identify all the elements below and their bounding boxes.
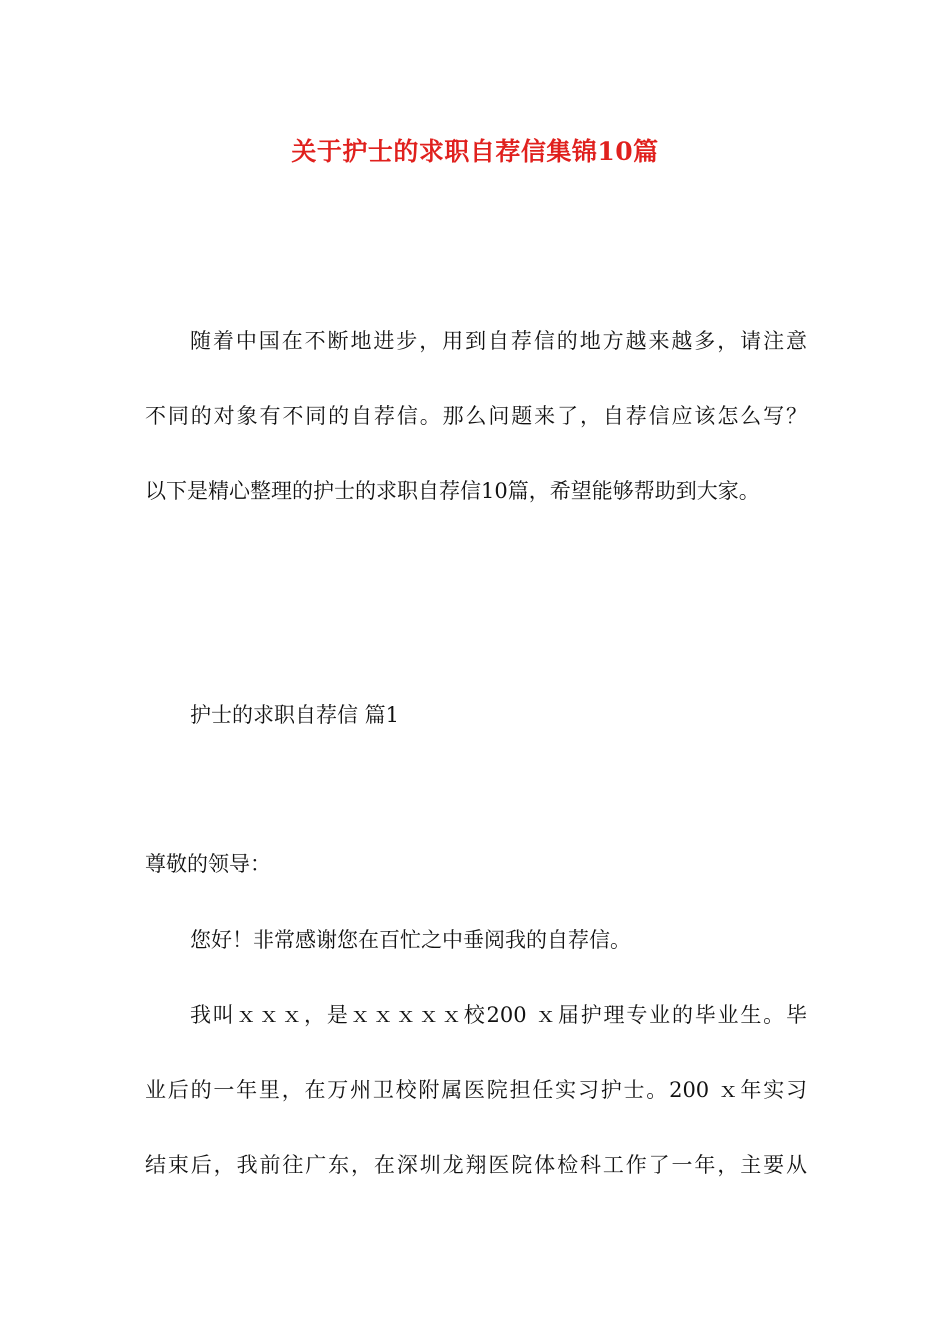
section-heading: 护士的求职自荐信 篇1 (190, 703, 400, 727)
body-line-3: 结束后，我前往广东，在深圳龙翔医院体检科工作了一年，主要从 (145, 1153, 807, 1177)
document-title: 关于护士的求职自荐信集锦10篇 (291, 137, 659, 166)
greeting-line: 您好！非常感谢您在百忙之中垂阅我的自荐信。 (190, 928, 631, 952)
intro-line-3: 以下是精心整理的护士的求职自荐信10篇，希望能够帮助到大家。 (145, 479, 760, 503)
intro-line-1: 随着中国在不断地进步，用到自荐信的地方越来越多，请注意 (190, 329, 807, 353)
body-line-1: 我叫ｘｘｘ，是ｘｘｘｘｘ校200 ｘ届护理专业的毕业生。毕 (190, 1003, 807, 1027)
salutation: 尊敬的领导： (145, 852, 271, 876)
intro-line-2: 不同的对象有不同的自荐信。那么问题来了，自荐信应该怎么写？ (145, 404, 807, 428)
body-line-2: 业后的一年里，在万州卫校附属医院担任实习护士。200 ｘ年实习 (145, 1078, 807, 1102)
